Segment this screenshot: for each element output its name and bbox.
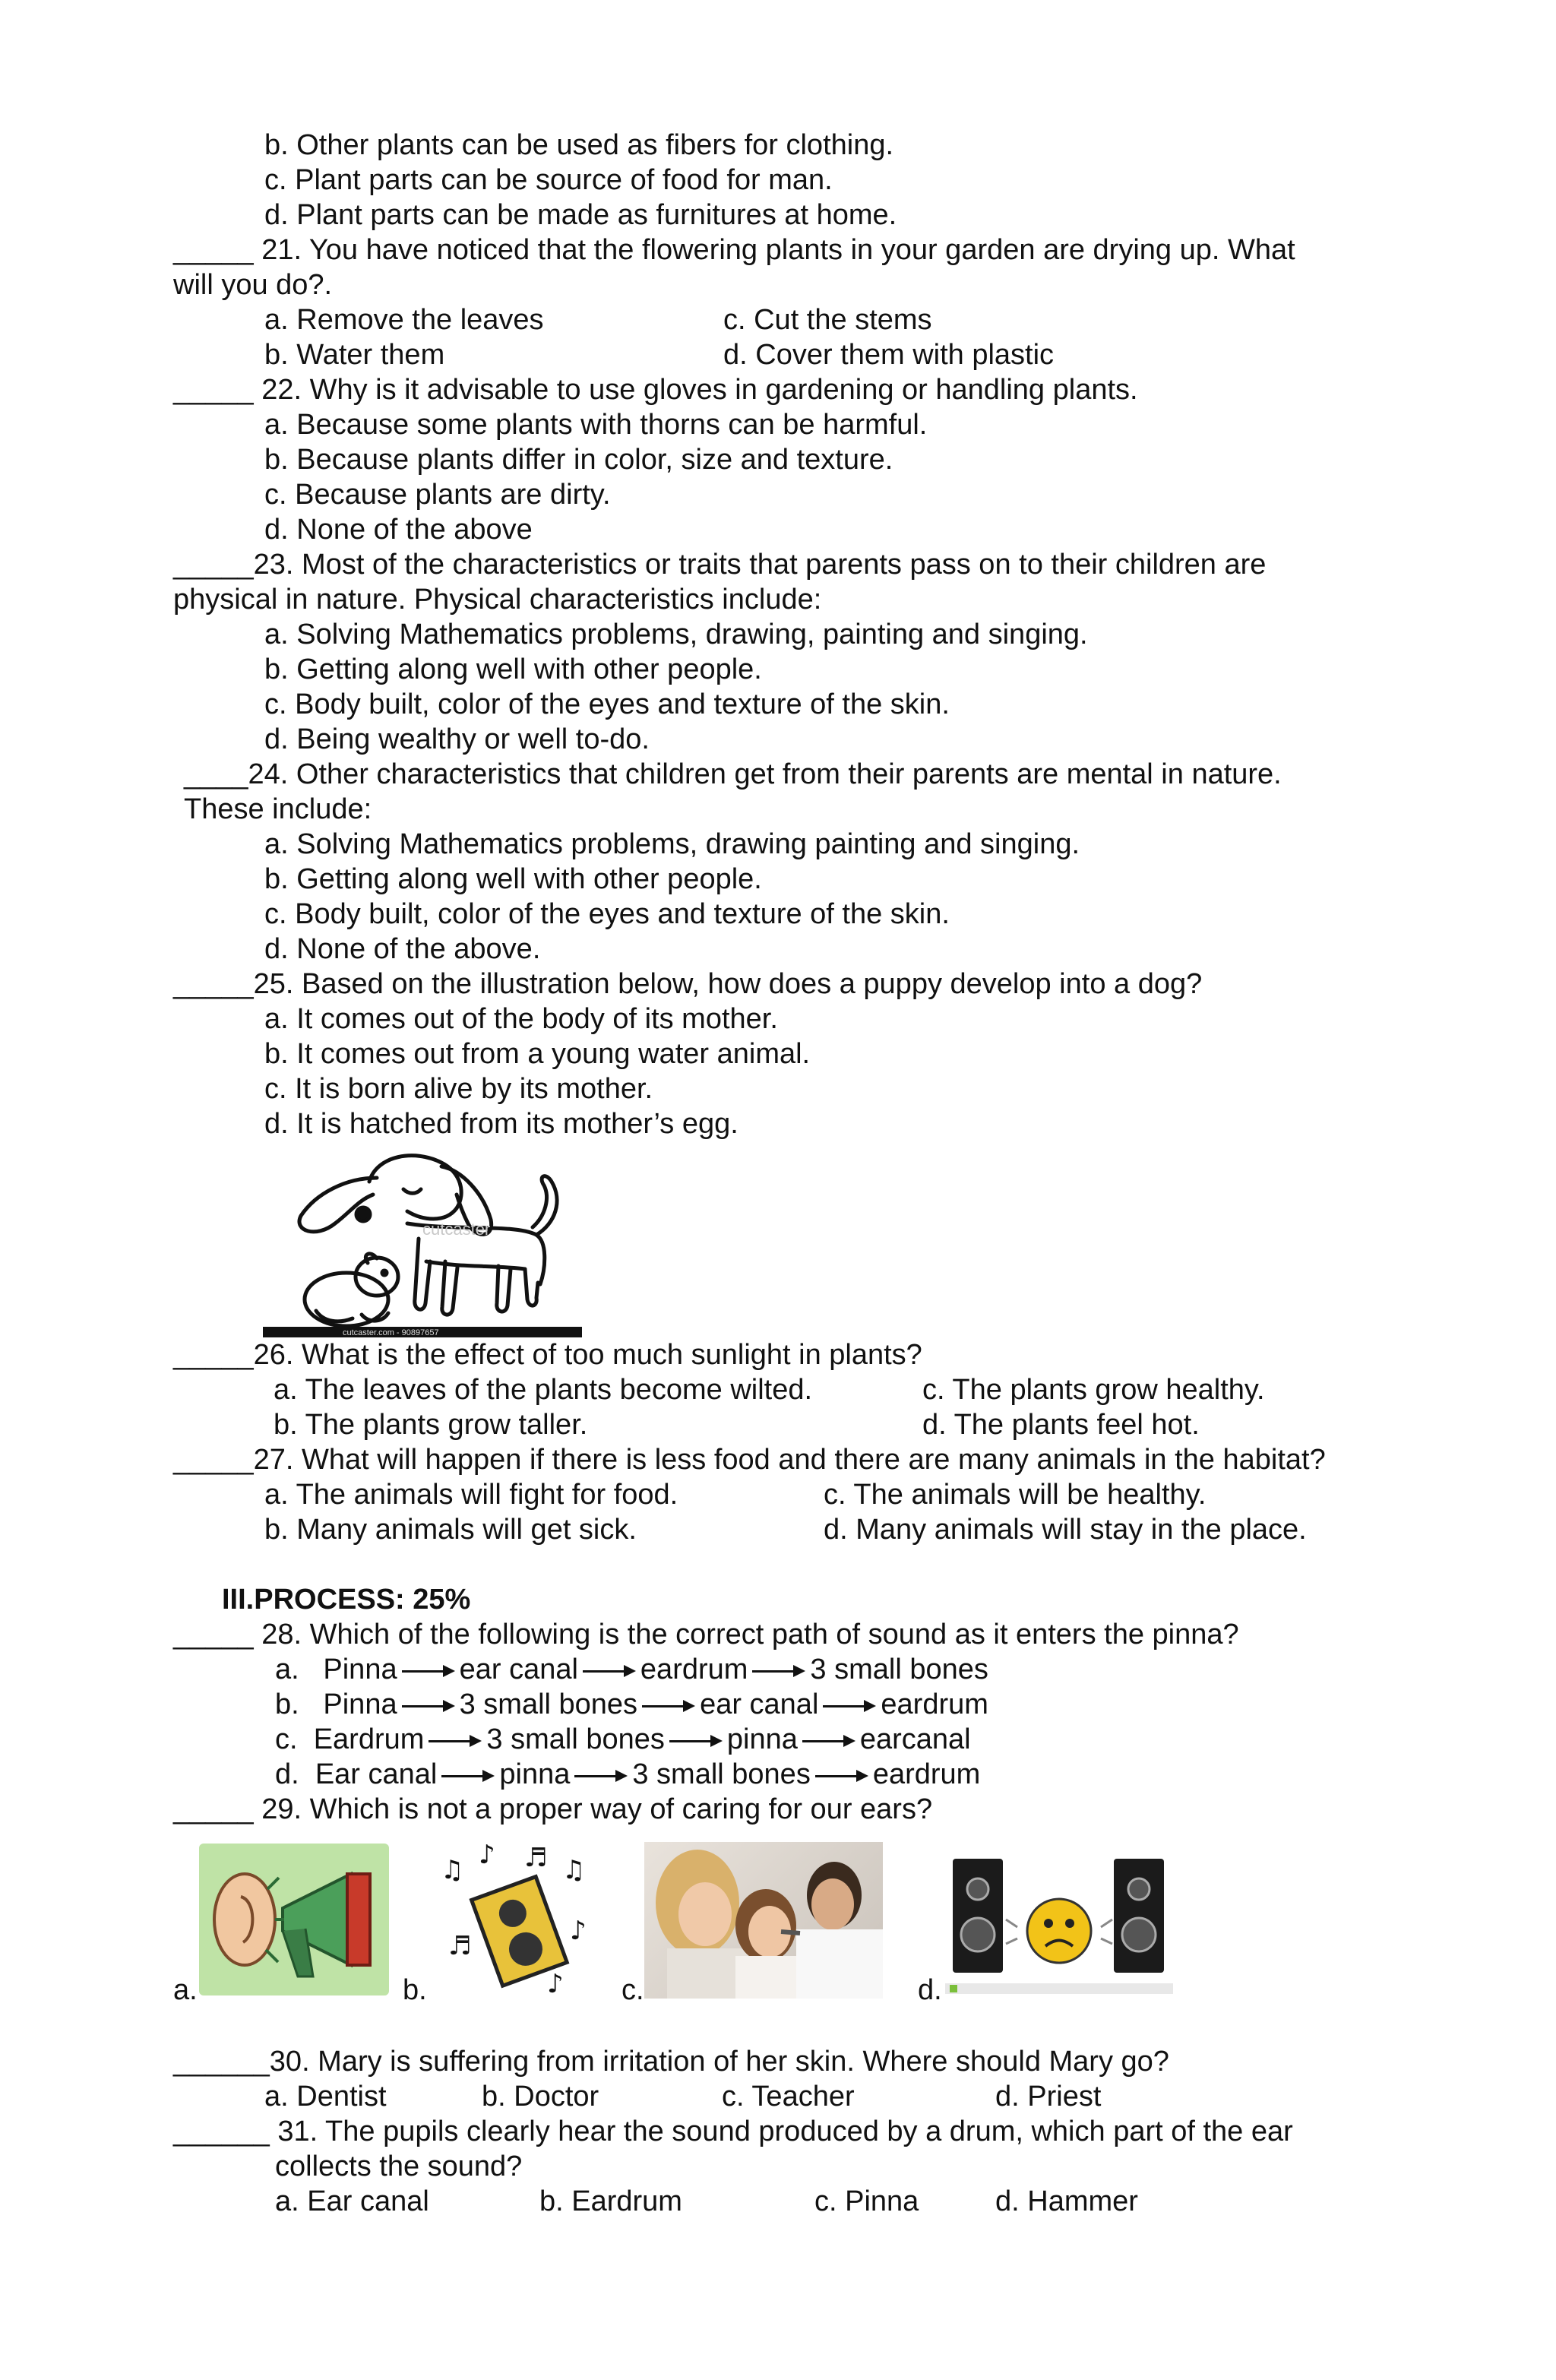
path-step: 3 small bones (459, 1688, 638, 1720)
path-step: 3 small bones (632, 1758, 811, 1790)
option-d: d. Plant parts can be made as furnitures at home. (264, 199, 897, 231)
q23-option-c: c. Body built, color of the eyes and texture of the skin. (264, 688, 950, 720)
arrow-icon (429, 1737, 482, 1745)
path-step: Ear canal (315, 1758, 438, 1790)
q28-option-b (275, 1687, 988, 1722)
option-letter: c. (275, 1723, 298, 1755)
q22-option-a: a. Because some plants with thorns can be harmful. (264, 409, 928, 441)
option-letter: d. (275, 1758, 299, 1790)
q27-option-c: c. The animals will be healthy. (824, 1479, 1207, 1511)
question-24-cont: These include: (184, 793, 372, 825)
q23-option-d: d. Being wealthy or well to-do. (264, 723, 650, 755)
path-step: Pinna (323, 1688, 397, 1720)
q29-label-c: c. (621, 1974, 644, 2006)
question-31: ______ 31. The pupils clearly hear the sound produced by a drum, which part of the ear (173, 2116, 1293, 2147)
question-21: _____ 21. You have noticed that the flowering plants in your garden are drying up. What (173, 234, 1295, 266)
q24-option-d: d. None of the above. (264, 933, 541, 965)
q24-option-c: c. Body built, color of the eyes and texture of the skin. (264, 898, 950, 930)
image-caption: cutcaster.com - 90897657 (343, 1328, 439, 1337)
q26-option-c: c. The plants grow healthy. (922, 1374, 1265, 1406)
q25-option-a: a. It comes out of the body of its mother. (264, 1003, 778, 1035)
cutcaster-watermark: cutcaster (422, 1220, 491, 1239)
q23-option-a: a. Solving Mathematics problems, drawing, painting and singing. (264, 619, 1088, 650)
question-24: ____24. Other characteristics that children get from their parents are mental in nature. (184, 758, 1282, 790)
arrow-icon (823, 1702, 876, 1710)
path-step: ear canal (459, 1654, 578, 1685)
svg-text:♪: ♪ (479, 1840, 495, 1870)
svg-text:♪: ♪ (547, 1969, 564, 1999)
path-step: Pinna (323, 1654, 397, 1685)
q22-option-b: b. Because plants differ in color, size and texture. (264, 444, 893, 476)
q30-option-a: a. Dentist (264, 2081, 387, 2113)
q22-option-d: d. None of the above (264, 514, 533, 546)
option-c: c. Plant parts can be source of food for man. (264, 164, 833, 196)
question-27: _____27. What will happen if there is less food and there are many animals in the habitat? (173, 1444, 1326, 1476)
path-step: ear canal (700, 1688, 819, 1720)
question-23: _____23. Most of the characteristics or traits that parents pass on to their children are (173, 549, 1267, 581)
q30-option-c: c. Teacher (722, 2081, 855, 2113)
q25-option-d: d. It is hatched from its mother’s egg. (264, 1108, 738, 1140)
doctor-ear-exam-photo (644, 1842, 883, 1999)
q26-option-d: d. The plants feel hot. (922, 1409, 1200, 1441)
arrow-icon (583, 1667, 636, 1675)
q31-option-c: c. Pinna (814, 2185, 919, 2217)
path-step: earcanal (859, 1723, 971, 1755)
path-step: pinna (499, 1758, 571, 1790)
q26-option-a: a. The leaves of the plants become wilted. (274, 1374, 813, 1406)
option-letter: b. (275, 1688, 299, 1720)
path-step: pinna (726, 1723, 798, 1755)
arrow-icon (574, 1772, 628, 1780)
question-31-cont: collects the sound? (275, 2151, 523, 2182)
svg-text:♪: ♪ (570, 1916, 587, 1946)
q24-option-b: b. Getting along well with other people. (264, 863, 762, 895)
q31-option-b: b. Eardrum (539, 2185, 682, 2217)
q29-label-d: d. (918, 1974, 942, 2006)
path-step: eardrum (640, 1654, 748, 1685)
svg-text:♬: ♬ (524, 1843, 548, 1873)
question-29: _____ 29. Which is not a proper way of caring for our ears? (173, 1793, 933, 1825)
question-30: ______30. Mary is suffering from irritation of her skin. Where should Mary go? (173, 2046, 1169, 2078)
arrow-icon (642, 1702, 695, 1710)
option-b: b. Other plants can be used as fibers for clothing. (264, 129, 894, 161)
question-23-cont: physical in nature. Physical characteristics include: (173, 584, 822, 616)
arrow-icon (802, 1737, 855, 1745)
q30-option-b: b. Doctor (482, 2081, 599, 2113)
q25-option-c: c. It is born alive by its mother. (264, 1073, 653, 1105)
q26-option-b: b. The plants grow taller. (274, 1409, 588, 1441)
loud-speakers-image (945, 1844, 1173, 1995)
q29-label-a: a. (173, 1974, 198, 2006)
q29-label-b: b. (403, 1974, 427, 2006)
q27-option-d: d. Many animals will stay in the place. (824, 1514, 1307, 1546)
arrow-icon (815, 1772, 868, 1780)
q31-option-a: a. Ear canal (275, 2185, 429, 2217)
option-letter: a. (275, 1654, 299, 1685)
question-21-cont: will you do?. (173, 269, 333, 301)
q30-option-d: d. Priest (995, 2081, 1102, 2113)
dog-puppy-illustration (263, 1147, 582, 1337)
music-speaker-image (433, 1840, 600, 2000)
path-step: eardrum (872, 1758, 981, 1790)
q21-option-c: c. Cut the stems (723, 304, 932, 336)
svg-text:♫: ♫ (441, 1855, 464, 1885)
q23-option-b: b. Getting along well with other people. (264, 654, 762, 685)
question-28: _____ 28. Which of the following is the correct path of sound as it enters the pinna? (173, 1619, 1239, 1650)
path-step: Eardrum (313, 1723, 425, 1755)
svg-text:♬: ♬ (448, 1931, 472, 1961)
arrow-icon (441, 1772, 495, 1780)
path-step: 3 small bones (810, 1654, 988, 1685)
path-step: 3 small bones (486, 1723, 665, 1755)
q27-option-b: b. Many animals will get sick. (264, 1514, 637, 1546)
question-22: _____ 22. Why is it advisable to use gloves in gardening or handling plants. (173, 374, 1138, 406)
q24-option-a: a. Solving Mathematics problems, drawing painting and singing. (264, 828, 1080, 860)
q22-option-c: c. Because plants are dirty. (264, 479, 611, 511)
arrow-icon (402, 1667, 455, 1675)
svg-text:♫: ♫ (562, 1855, 586, 1885)
question-26: _____26. What is the effect of too much sunlight in plants? (173, 1339, 922, 1371)
q25-option-b: b. It comes out from a young water animal. (264, 1038, 811, 1070)
q31-option-d: d. Hammer (995, 2185, 1138, 2217)
arrow-icon (669, 1737, 723, 1745)
q28-option-a (275, 1652, 988, 1687)
path-step: eardrum (881, 1688, 988, 1720)
q28-option-c (275, 1722, 971, 1757)
section-heading: III.PROCESS: 25% (222, 1584, 471, 1616)
q27-option-a: a. The animals will fight for food. (264, 1479, 678, 1511)
q21-option-a: a. Remove the leaves (264, 304, 544, 336)
arrow-icon (402, 1702, 455, 1710)
q28-option-d (275, 1757, 980, 1792)
arrow-icon (752, 1667, 805, 1675)
q21-option-b: b. Water them (264, 339, 445, 371)
question-25: _____25. Based on the illustration below, how does a puppy develop into a dog? (173, 968, 1203, 1000)
ear-megaphone-image (199, 1844, 389, 1995)
q21-option-d: d. Cover them with plastic (723, 339, 1055, 371)
